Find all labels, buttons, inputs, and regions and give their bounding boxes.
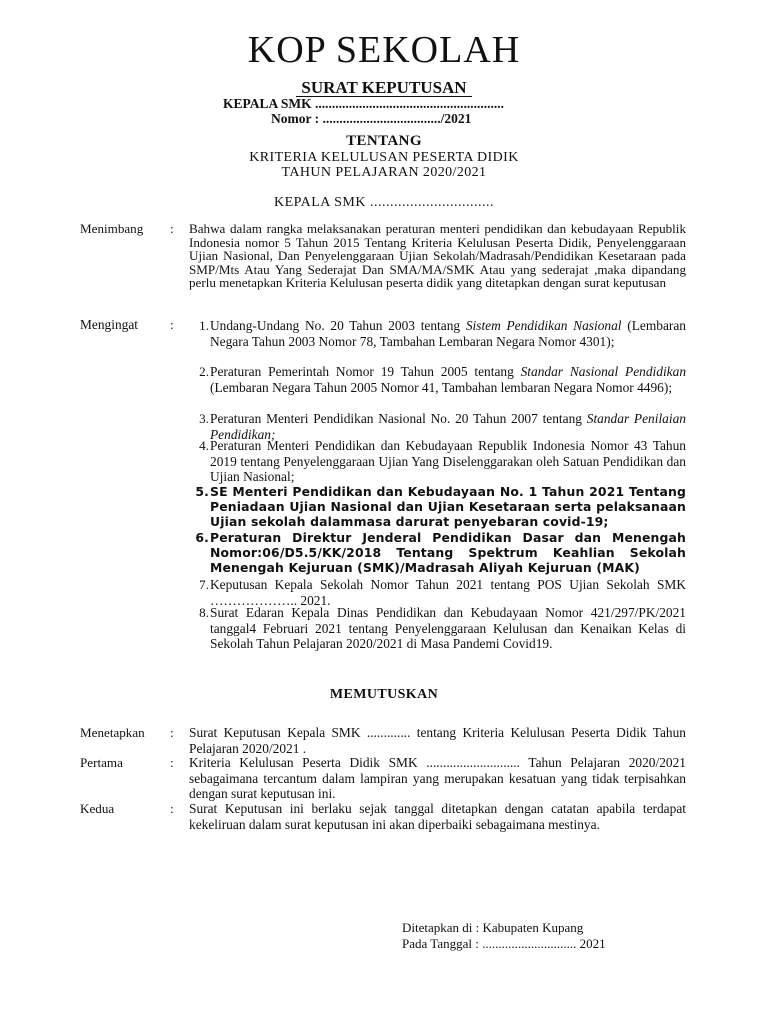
menetapkan-text: Surat Keputusan Kepala SMK ............. tentang Kriteria Kelulusan Peserta Didik Tahun Pelajaran 2020/2021 .	[189, 725, 686, 756]
mengingat-label: Mengingat	[80, 317, 139, 332]
mengingat-item-5: SE Menteri Pendidikan dan Kebudayaan No. 1 Tahun 2021 Tentang Peniadaan Ujian Nasional dan Ujian Kesetaraan serta pelaksanaan Ujian sekolah dalammasa darurat penyebaran covid-19;	[210, 484, 686, 530]
mengingat-item-3-text: Peraturan Menteri Pendidikan Nasional No. 20 Tahun 2007 tentang	[210, 411, 587, 426]
kedua-text: Surat Keputusan ini berlaku sejak tanggal ditetapkan dengan catatan apabila terdapat kekeliruan dalam surat keputusan ini akan diperbaiki sebagaimana mestinya.	[189, 801, 686, 832]
mengingat-item-6-number: 6.	[195, 530, 209, 545]
kedua-colon: :	[170, 801, 174, 816]
mengingat-item-2	[210, 364, 686, 395]
mengingat-item-6: Peraturan Direktur Jenderal Pendidikan Dasar dan Menengah Nomor:06/D5.5/KK/2018 Tentang Spektrum Keahlian Sekolah Menengah Kejuruan (SMK)/Madrasah Aliyah Kejuruan (MAK)	[210, 530, 686, 576]
mengingat-item-1-text-end: (Lembaran Negara Tahun 2003 Nomor 78, Tambahan Lembaran Negara Nomor 4301);	[210, 318, 686, 349]
kepala-smk-heading: KEPALA SMK ...............................	[273, 195, 494, 210]
mengingat-item-4: Peraturan Menteri Pendidikan dan Kebudayaan Republik Indonesia Nomor 43 Tahun 2019 tentang Penyelenggaraan Ujian Yang Diselenggarakan oleh Satuan Pendidikan dan Ujian Nasional;	[210, 438, 686, 484]
menimbang-label: Menimbang	[80, 221, 144, 236]
mengingat-item-1-number: 1.	[199, 318, 209, 333]
mengingat-item-2-emphasis: Standar Nasional Pendidikan	[520, 364, 687, 379]
mengingat-item-3-number: 3.	[199, 411, 209, 426]
kepala-smk-line: KEPALA SMK ........................................................	[223, 96, 505, 111]
mengingat-item-1-text: Undang-Undang No. 20 Tahun 2003 tentang	[210, 318, 466, 333]
ditetapkan-di-line: Ditetapkan di : Kabupaten Kupang	[402, 920, 584, 935]
menetapkan-colon: :	[170, 725, 174, 740]
nomor-line: Nomor : .................................../2021	[271, 111, 472, 126]
tentang-subject-line1: KRITERIA KELULUSAN PESERTA DIDIK	[249, 150, 519, 165]
tentang-subject-line2: TAHUN PELAJARAN 2020/2021	[281, 165, 487, 180]
document-title: SURAT KEPUTUSAN	[301, 78, 467, 97]
kop-sekolah-heading: KOP SEKOLAH	[247, 29, 521, 71]
pertama-label: Pertama	[80, 755, 123, 770]
memutuskan-heading: MEMUTUSKAN	[329, 687, 439, 702]
mengingat-colon: :	[170, 317, 174, 332]
mengingat-item-5-number: 5.	[195, 484, 209, 499]
mengingat-item-1-emphasis: Sistem Pendidikan Nasional	[465, 318, 622, 333]
mengingat-item-8: Surat Edaran Kepala Dinas Pendidikan dan Kebudayaan Nomor 421/297/PK/2021 tanggal4 Februari 2021 tentang Penyelenggaraan Kelulusan dan Kenaikan Kelas di Sekolah Tahun Pelajaran 2020/2021 di Masa Pandemi Covid19.	[210, 605, 686, 651]
mengingat-item-7: Keputusan Kepala Sekolah Nomor Tahun 2021 tentang POS Ujian Sekolah SMK ……………….. 2021.	[210, 577, 686, 608]
pada-tanggal-line: Pada Tanggal : ............................. 2021	[402, 936, 606, 951]
menimbang-colon: :	[170, 221, 174, 236]
mengingat-item-1	[210, 318, 686, 349]
mengingat-item-2-text-end: (Lembaran Negara Tahun 2005 Nomor 41, Tambahan lembaran Negara Nomor 4496);	[210, 379, 673, 395]
mengingat-item-8-number: 8.	[199, 605, 209, 620]
mengingat-item-3-emphasis: Standar Penilaian Pendidikan;	[210, 411, 686, 442]
mengingat-item-7-number: 7.	[199, 577, 209, 592]
mengingat-item-4-number: 4.	[199, 438, 209, 453]
menetapkan-label: Menetapkan	[80, 725, 145, 740]
kedua-label: Kedua	[80, 801, 115, 816]
pertama-text: Kriteria Kelulusan Peserta Didik SMK ............................ Tahun Pelajaran 2020/2021 sebagaimana tercantum dalam lampiran yang merupakan kesatuan yang tidak terpisahkan dengan surat keputusan ini.	[189, 755, 686, 801]
tentang-heading: TENTANG	[346, 133, 422, 149]
pertama-colon: :	[170, 755, 174, 770]
menimbang-text: Bahwa dalam rangka melaksanakan peraturan menteri pendidikan dan kebudayaan Republik Indonesia nomor 5 Tahun 2015 Tentang Kriteria Kelulusan Peserta Didik, Penyelenggaraan Ujian Nasional, Dan Penyelenggaraan Ujian Sekolah/Madrasah/Pendidikan Kesetaraan pada SMP/Mts Atau Yang Sederajat Dan SMA/MA/SMK Atau yang sederajat ,maka dipandang perlu menetapkan Kriteria Kelulusan peserta didik yang ditetapkan dengan surat keputusan	[189, 221, 686, 290]
mengingat-item-2-number: 2.	[199, 364, 209, 379]
mengingat-item-2-text: Peraturan Pemerintah Nomor 19 Tahun 2005 tentang	[210, 364, 521, 379]
